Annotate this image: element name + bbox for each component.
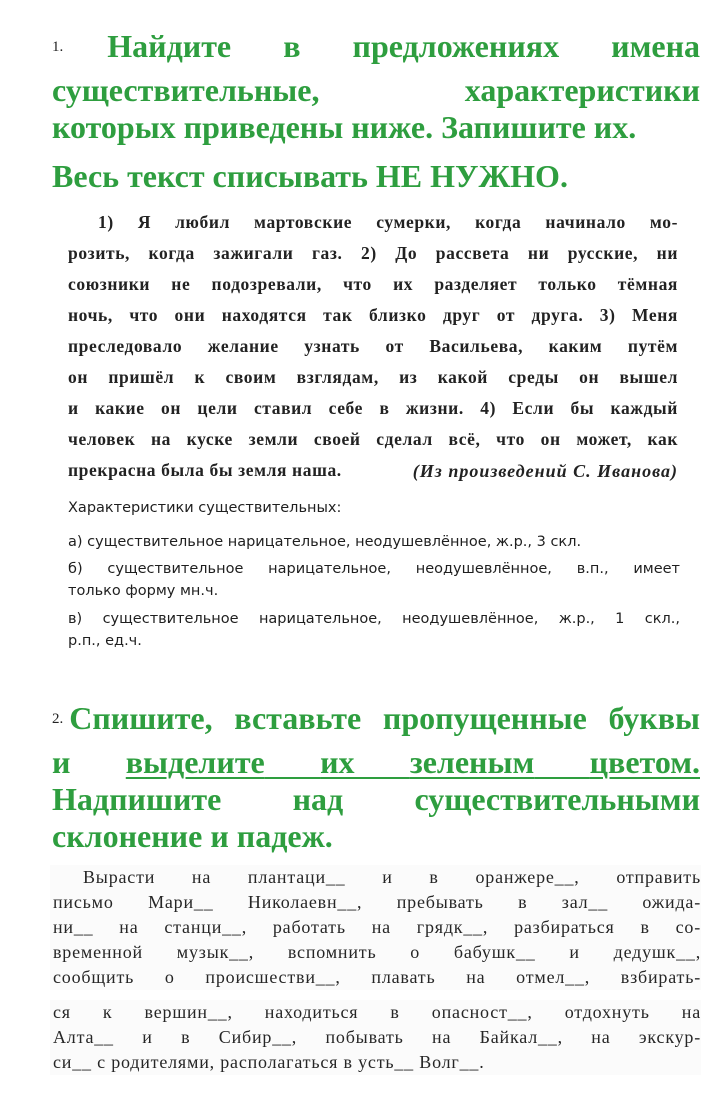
task2-heading-line4: склонение и падеж. (52, 818, 333, 854)
char-a: а) существительное нарицательное, неодушевлённое, ж.р., 3 скл. (68, 534, 582, 550)
text-line: розить, когда зажигали газ. 2) До рассвета ни русские, ни (68, 243, 678, 263)
char-b-line2: только форму мн.ч. (68, 583, 219, 599)
text-line: ночь, что они находятся так близко друг от друга. 3) Меня (68, 305, 678, 325)
characteristics-title: Характеристики существительных: (68, 500, 342, 516)
text-line: 1) Я любил мартовские сумерки, когда начинало мо- (98, 212, 678, 232)
task1-heading (52, 28, 700, 195)
text-source: (Из произведений С. Иванова) (412, 461, 678, 481)
exercise-line: Алта__ и в Сибир__, побывать на Байкал__, на экскур- (53, 1027, 701, 1047)
text-line: он пришёл к своим взглядам, из какой среды он вышел (68, 367, 678, 387)
exercise-line: временной музык__, вспомнить о бабушк__ и дедушк__, (53, 942, 701, 962)
text-line: прекрасна была бы земля наша. (68, 460, 342, 480)
task2-heading (52, 700, 700, 855)
task1-text (68, 207, 678, 486)
text-line: человек на куске земли своей сделал всё, что он может, как (68, 429, 678, 449)
task1-heading-line4: Весь текст списывать НЕ НУЖНО. (52, 158, 568, 194)
exercise-line: сообщить о происшестви__, плавать на отмел__, взбирать- (53, 967, 701, 987)
task2-exercise-text-2 (50, 1000, 701, 1075)
text-line: и какие он цели ставил себе в жизни. 4) Если бы каждый (68, 398, 678, 418)
exercise-line: си__ с родителями, располагаться в усть__ Волг__. (53, 1052, 485, 1072)
characteristics-block (68, 500, 680, 649)
task2-heading-line3: Надпишите над существительными (52, 781, 700, 817)
exercise-line: ся к вершин__, находиться в опасност__, отдохнуть на (53, 1002, 701, 1022)
exercise-line: письмо Мари__ Николаевн__, пребывать в зал__ ожида- (53, 892, 701, 912)
exercise-line: Вырасти на плантаци__ и в оранжере__, отправить (83, 867, 701, 887)
task2-heading-line1: 2. Спишите, вставьте пропущенные буквы (52, 700, 700, 736)
text-line: союзники не подозревали, что их разделяет только тёмная (68, 274, 678, 294)
task1-heading-line1: 1. Найдите в предложениях имена (52, 28, 700, 64)
task2-exercise-text (50, 865, 701, 990)
text-line: преследовало желание узнать от Васильева, каким путём (68, 336, 678, 356)
task2-number: 2. (52, 711, 64, 727)
task1-number: 1. (52, 39, 64, 55)
task1-heading-line2: существительные, характеристики (52, 72, 700, 108)
char-c-line2: р.п., ед.ч. (68, 633, 142, 649)
exercise-line: ни__ на станци__, работать на грядк__, разбираться в со- (53, 917, 701, 937)
char-c-line1: в) существительное нарицательное, неодушевлённое, ж.р., 1 скл., (68, 611, 680, 627)
task1-heading-line3: которых приведены ниже. Запишите их. (52, 109, 637, 145)
task2-heading-line2: и выделите их зеленым цветом. (52, 744, 700, 780)
char-b-line1: б) существительное нарицательное, неодушевлённое, в.п., имеет (68, 561, 680, 577)
